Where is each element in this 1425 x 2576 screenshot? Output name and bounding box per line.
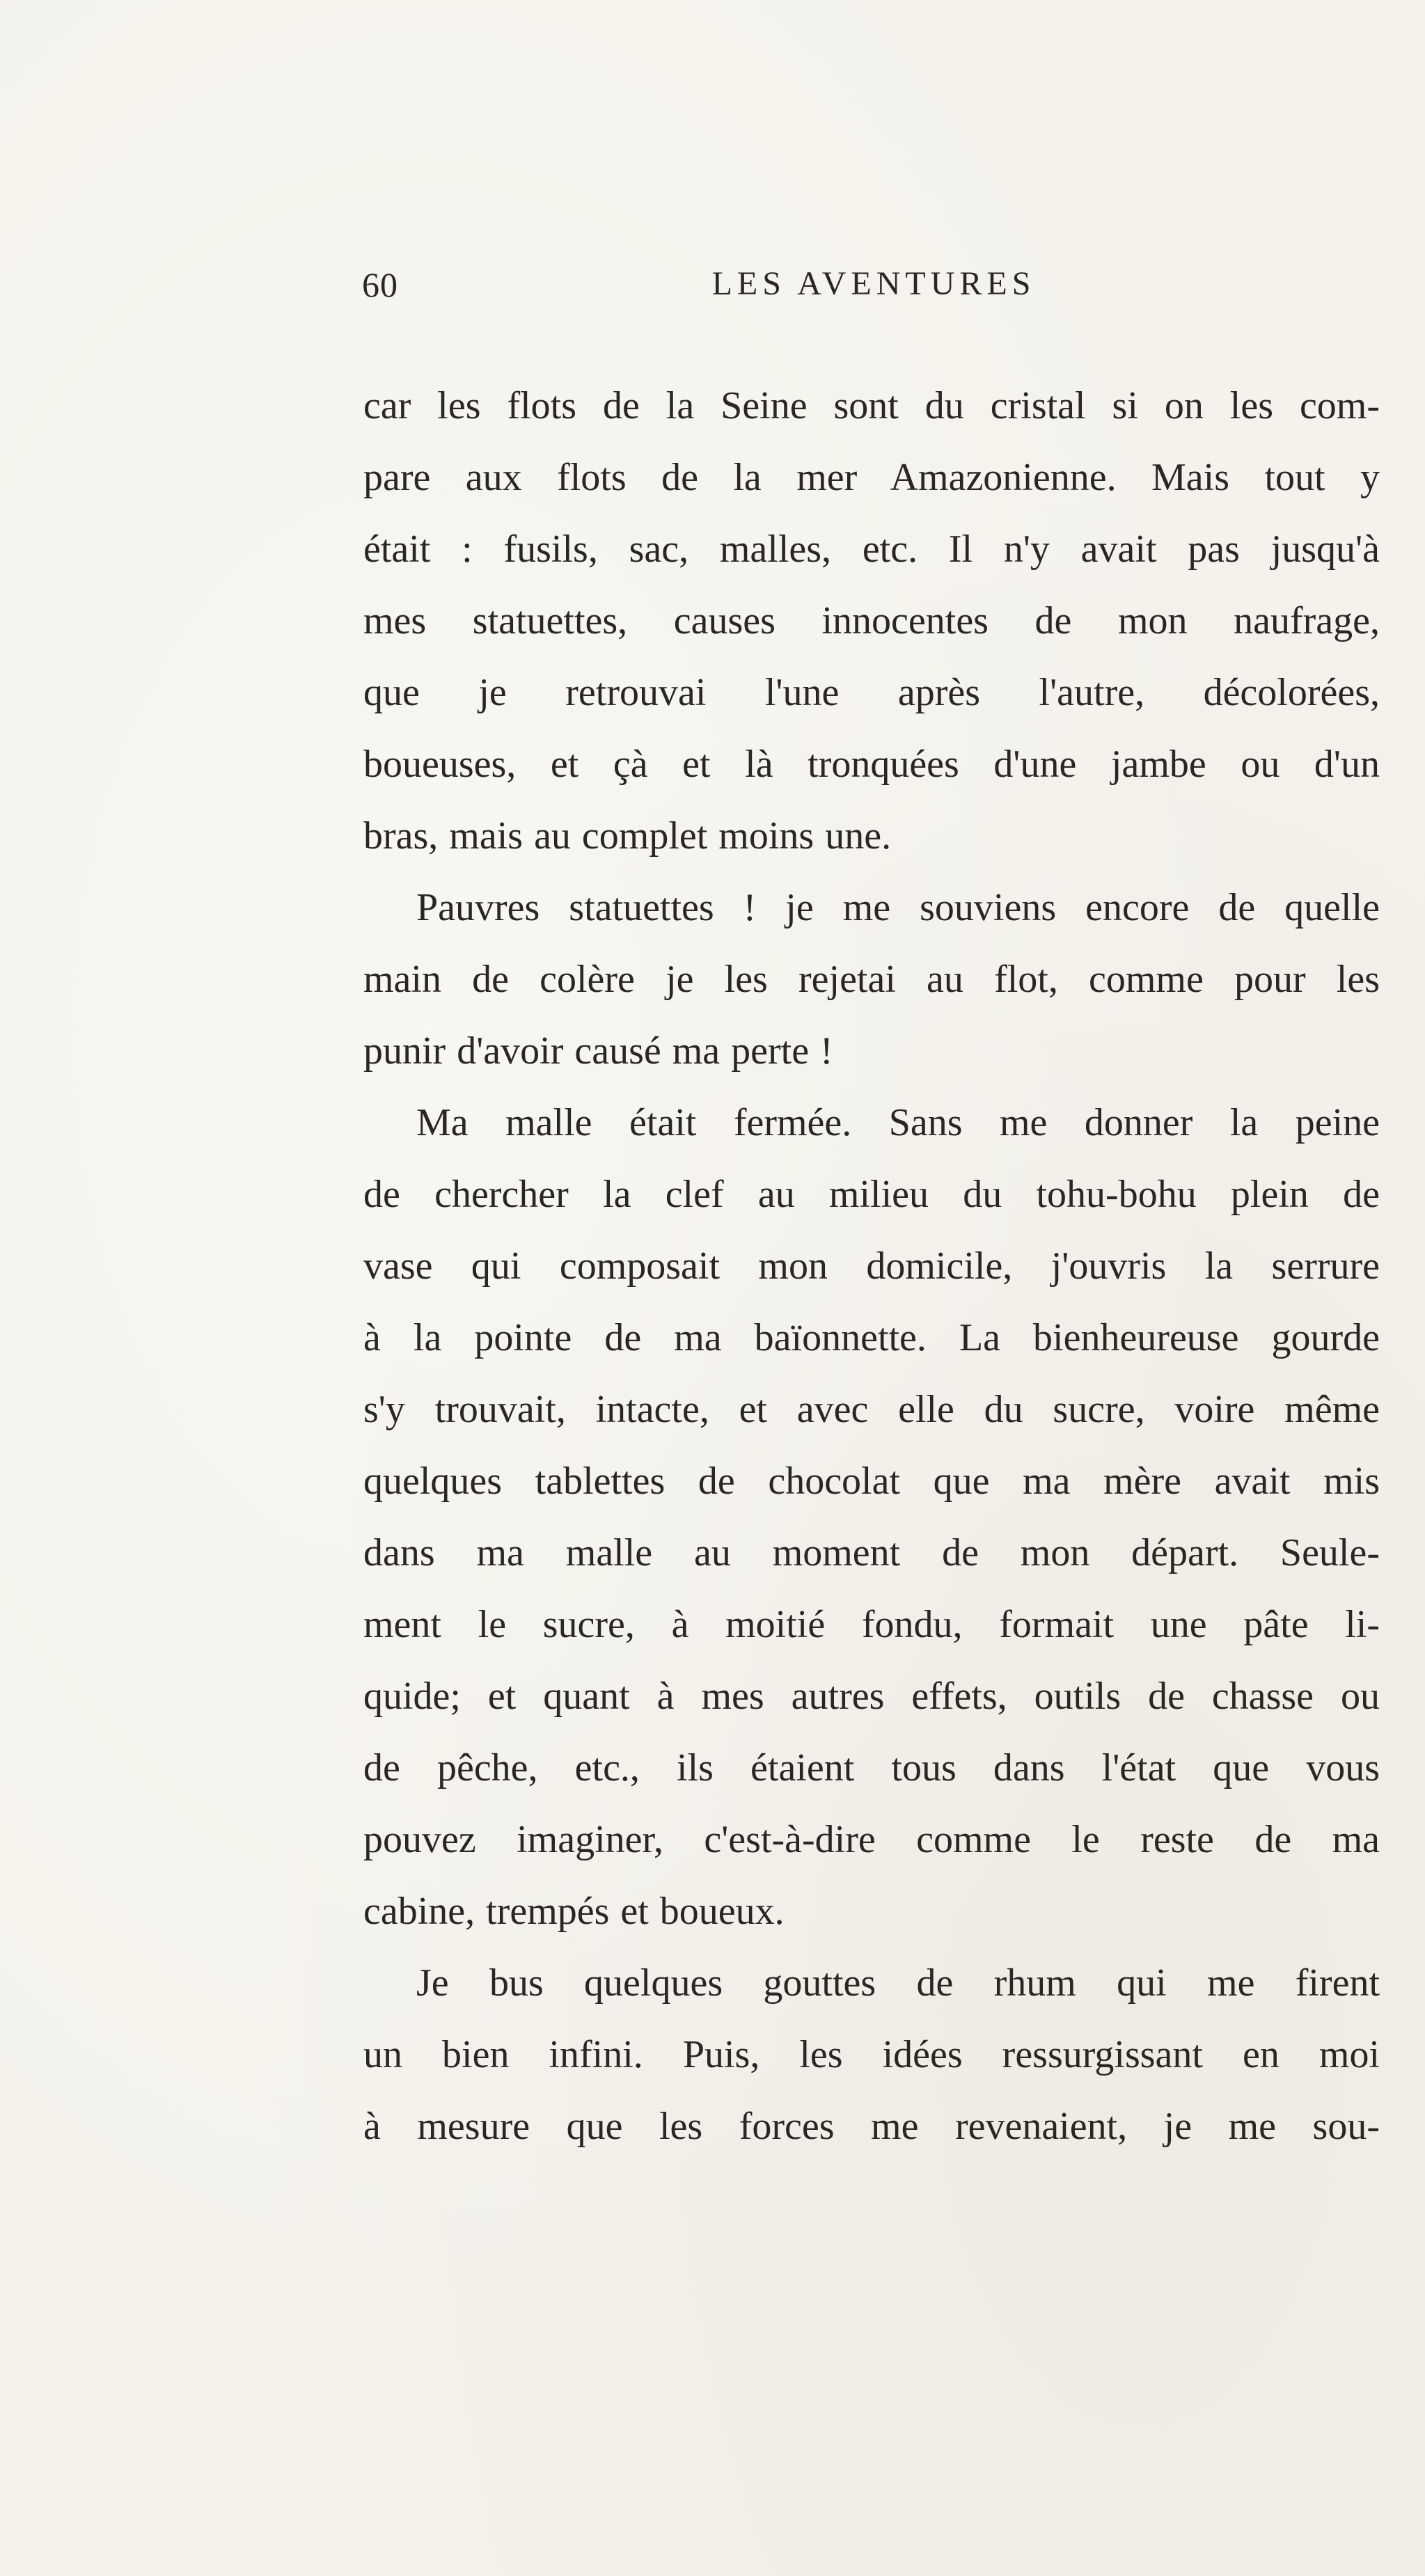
text-line: dans ma malle au moment de mon départ. Seule- [363, 1531, 1380, 1574]
running-title: LES AVENTURES [711, 265, 1036, 302]
text-line: cabine, trempés et boueux. [363, 1890, 785, 1933]
text-line: Pauvres statuettes ! je me souviens encore de quelle [416, 886, 1380, 929]
page-number: 60 [362, 265, 398, 304]
text-line: de chercher la clef au milieu du tohu-bohu plein de [363, 1173, 1380, 1216]
text-line: que je retrouvai l'une après l'autre, décolorées, [363, 671, 1380, 714]
text-line: Je bus quelques gouttes de rhum qui me firent [416, 1961, 1380, 2005]
text-line: ment le sucre, à moitié fondu, formait une pâte li- [363, 1603, 1380, 1646]
text-line: quelques tablettes de chocolat que ma mère avait mis [363, 1460, 1380, 1503]
text-line: pouvez imaginer, c'est-à-dire comme le reste de ma [363, 1818, 1380, 1861]
text-line: pare aux flots de la mer Amazonienne. Mais tout y [363, 456, 1380, 499]
text-line: bras, mais au complet moins une. [363, 814, 892, 858]
text-line: s'y trouvait, intacte, et avec elle du sucre, voire même [363, 1388, 1380, 1431]
text-line: boueuses, et çà et là tronquées d'une jambe ou d'un [363, 743, 1380, 786]
text-line: quide; et quant à mes autres effets, outils de chasse ou [363, 1675, 1380, 1718]
body-text [363, 370, 1380, 2163]
text-line: était : fusils, sac, malles, etc. Il n'y avait pas jusqu'à [363, 528, 1380, 571]
text-line: à mesure que les forces me revenaient, je me sou- [363, 2105, 1380, 2148]
text-line: main de colère je les rejetai au flot, comme pour les [363, 958, 1380, 1001]
text-line: à la pointe de ma baïonnette. La bienheureuse gourde [363, 1316, 1380, 1359]
text-line: punir d'avoir causé ma perte ! [363, 1029, 833, 1073]
text-line: vase qui composait mon domicile, j'ouvris la serrure [363, 1244, 1380, 1288]
text-line: mes statuettes, causes innocentes de mon naufrage, [363, 599, 1380, 642]
text-line: de pêche, etc., ils étaient tous dans l'état que vous [363, 1746, 1380, 1789]
text-line: Ma malle était fermée. Sans me donner la peine [416, 1101, 1380, 1144]
text-line: un bien infini. Puis, les idées ressurgissant en moi [363, 2033, 1380, 2076]
running-head [362, 264, 1385, 320]
text-line: car les flots de la Seine sont du cristal si on les com- [363, 384, 1380, 427]
